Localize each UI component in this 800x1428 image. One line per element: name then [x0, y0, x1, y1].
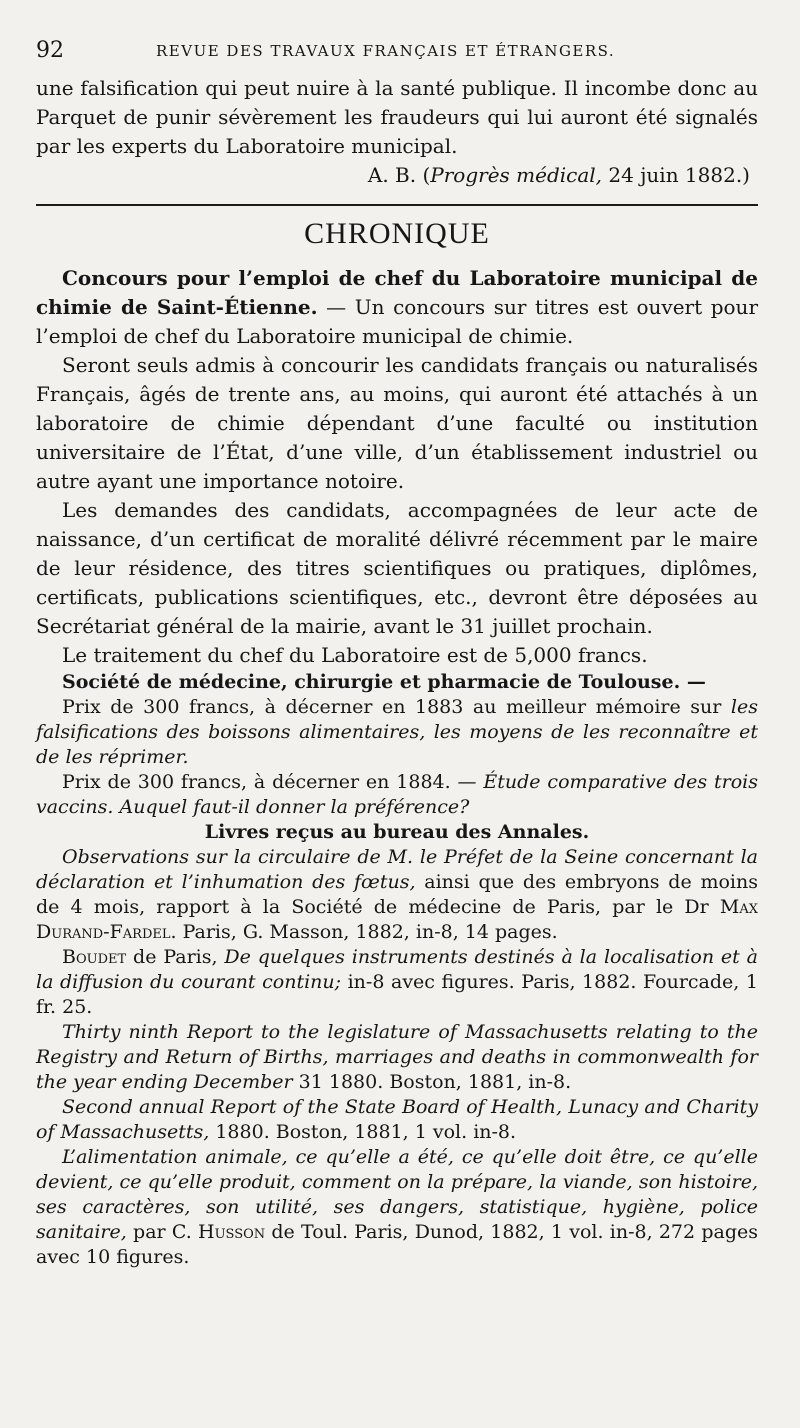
page-number: 92 — [36, 38, 64, 63]
toulouse-section — [36, 670, 758, 1270]
book-5-par: par C. — [126, 1221, 198, 1243]
book-2 — [36, 945, 758, 1020]
toulouse-prize2 — [36, 770, 758, 820]
prize1-text: Prix de 300 francs, à décerner en 1883 au meilleur mémoire sur — [62, 696, 722, 718]
book-1 — [36, 845, 758, 945]
book-1-author: Max Durand-Fardel — [36, 896, 758, 943]
prize2-text: Prix de 300 francs, à décerner en 1884. — — [62, 771, 477, 793]
prize1-italic: les falsifications des boissons alimentaires, les moyens de les reconnaître et de les réprimer. — [36, 696, 758, 768]
book-1-title: Observations sur la circulaire de M. le Préfet de la Seine concernant la déclaration et l’inhumation des fœtus, — [36, 846, 758, 893]
intro-continuation: une falsification qui peut nuire à la santé publique. Il incombe donc au Parquet de punir sévèrement les fraudeurs qui lui auront été signalés par les experts du Laboratoire municipal. — [36, 76, 758, 158]
book-4-end: 1880. Boston, 1881, 1 vol. in-8. — [209, 1121, 517, 1143]
livres-heading: Livres reçus au bureau des Annales. — [204, 821, 590, 843]
signature-paren: ( — [422, 163, 431, 187]
body-text — [36, 74, 758, 1270]
book-2-mid: de Paris, — [126, 946, 225, 968]
book-5-author: Husson — [198, 1221, 266, 1243]
book-3 — [36, 1020, 758, 1095]
page-header — [36, 38, 760, 68]
book-1-end: . Paris, G. Masson, 1882, in-8, 14 pages. — [170, 921, 558, 943]
book-3-title: Thirty ninth Report to the legislature of Massachusetts relating to the Registry and Return of Births, marriages and deaths in commonwealth for the year ending December — [36, 1021, 758, 1093]
book-5-title: L’alimentation animale, ce qu’elle a été, ce qu’elle doit être, ce qu’elle devient, ce qu’elle produit, comment on la prépare, la viande, son histoire, ses caractères, son utilité, ses dangers, statistique, hygiène, police sanitaire, — [36, 1146, 758, 1243]
book-2-end: in-8 avec figures. Paris, 1882. Fourcade, 1 fr. 25. — [36, 971, 758, 1018]
toulouse-heading: Société de médecine, chirurgie et pharmacie de Toulouse. — — [62, 671, 706, 693]
concours-heading: Concours pour l’emploi de chef du Laboratoire municipal de chimie de Saint-Étienne. — [36, 266, 758, 319]
book-3-end: 31 1880. Boston, 1881, in-8. — [292, 1071, 572, 1093]
signature-source: Progrès médical, — [430, 163, 603, 187]
signature-date: 24 juin 1882.) — [608, 163, 750, 187]
book-5-end: de Toul. Paris, Dunod, 1882, 1 vol. in-8, 272 pages avec 10 figures. — [36, 1221, 758, 1268]
section-rule — [36, 204, 758, 206]
book-2-title: De quelques instruments destinés à la localisation et à la diffusion du courant continu; — [36, 946, 759, 993]
prize2-italic: Étude comparative des trois vaccins. Auquel faut-il donner la préférence? — [36, 771, 758, 818]
concours-text: — Un concours sur titres est ouvert pour l’emploi de chef du Laboratoire municipal de chimie. — [36, 295, 759, 348]
concours-paragraph — [36, 264, 758, 351]
running-head: REVUE DES TRAVAUX FRANÇAIS ET ÉTRANGERS. — [156, 42, 616, 60]
book-2-author: Boudet — [62, 946, 127, 968]
book-4-title: Second annual Report of the State Board of Health, Lunacy and Charity of Massachusetts, — [36, 1096, 758, 1143]
book-1-rest: ainsi que des embryons de moins de 4 mois, rapport à la Société de médecine de Paris, par le Dr — [36, 871, 758, 918]
signature-author: A. B. — [367, 163, 417, 187]
concours-p4: Le traitement du chef du Laboratoire est de 5,000 francs. — [62, 643, 648, 667]
concours-p2: Seront seuls admis à concourir les candidats français ou naturalisés Français, âgés de trente ans, au moins, qui auront été attachés à un laboratoire de chimie dépendant d’une faculté ou institution universitaire de l’État, d’une ville, d’un établissement industriel ou autre ayant une importance notoire. — [36, 353, 758, 493]
book-4 — [36, 1095, 758, 1145]
toulouse-prize1 — [36, 695, 758, 770]
chronique-title: CHRONIQUE — [304, 217, 490, 250]
book-5 — [36, 1145, 758, 1270]
intro-signature — [36, 161, 758, 190]
concours-p3: Les demandes des candidats, accompagnées de leur acte de naissance, d’un certificat de moralité délivré récemment par le maire de leur résidence, des titres scientifiques ou pratiques, diplômes, certificats, publications scientifiques, etc., devront être déposées au Secrétariat général de la mairie, avant le 31 juillet prochain. — [36, 498, 758, 638]
